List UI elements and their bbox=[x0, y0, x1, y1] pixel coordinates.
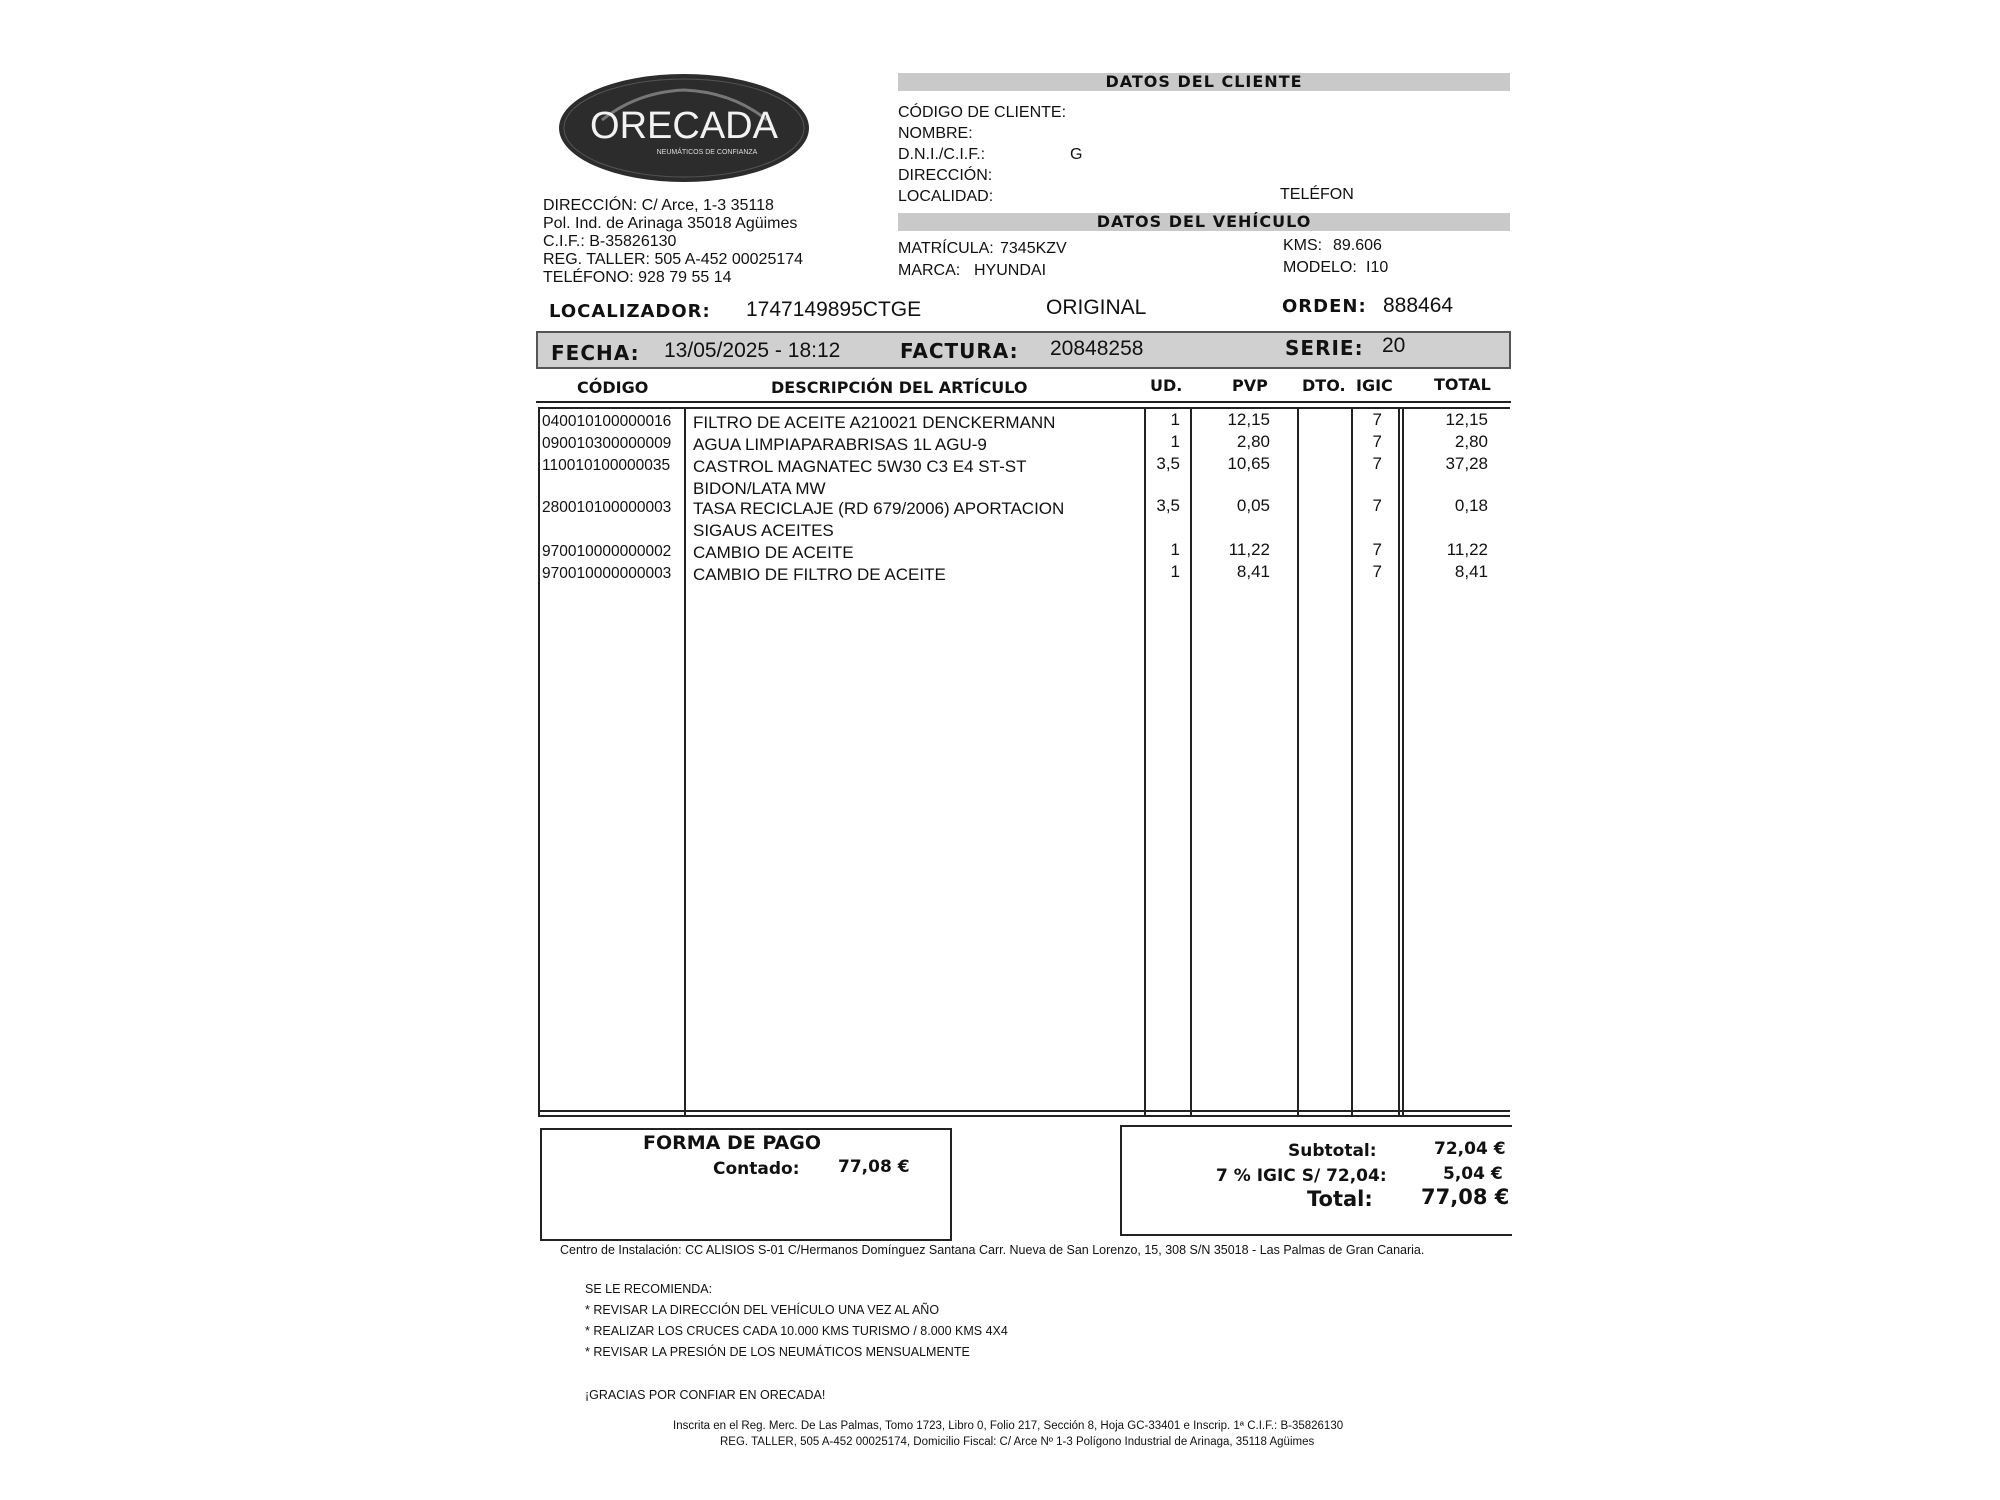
col-header-units: UD. bbox=[1150, 376, 1183, 395]
column-divider bbox=[1190, 407, 1192, 1117]
table-header-divider bbox=[536, 401, 1511, 403]
column-divider bbox=[684, 407, 686, 1117]
logo-text: ORECADA bbox=[590, 105, 778, 147]
installation-center: Centro de Instalación: CC ALISIOS S-01 C/Hermanos Domínguez Santana Carr. Nueva de San Lorenzo, 15, 308 S/N 35018 - Las Palmas de Gran Canaria. bbox=[560, 1243, 1425, 1257]
col-header-price: PVP bbox=[1232, 376, 1268, 395]
item-total: 12,15 bbox=[1445, 410, 1488, 429]
col-header-code: CÓDIGO bbox=[577, 378, 649, 397]
item-tax: 7 bbox=[1372, 540, 1382, 559]
client-phone-label: TELÉFON bbox=[1280, 186, 1354, 203]
item-description: CASTROL MAGNATEC 5W30 C3 E4 ST-ST bbox=[693, 457, 1027, 476]
company-address-line: DIRECCIÓN: C/ Arce, 1-3 35118 bbox=[543, 197, 774, 214]
item-total: 37,28 bbox=[1445, 454, 1488, 473]
vehicle-model-label: MODELO: bbox=[1283, 259, 1357, 276]
series-value: 20 bbox=[1382, 334, 1406, 357]
item-description: CAMBIO DE ACEITE bbox=[693, 543, 854, 562]
client-name-label: NOMBRE: bbox=[898, 125, 973, 142]
item-price: 11,22 bbox=[1228, 540, 1270, 559]
item-tax: 7 bbox=[1372, 410, 1382, 429]
date-value: 13/05/2025 - 18:12 bbox=[664, 339, 841, 362]
item-units: 1 bbox=[1170, 540, 1180, 559]
client-dni-value: G bbox=[1070, 146, 1083, 163]
tax-value: 5,04 € bbox=[1443, 1164, 1503, 1184]
item-description: TASA RECICLAJE (RD 679/2006) APORTACION bbox=[693, 499, 1065, 518]
order-label: ORDEN: bbox=[1282, 296, 1367, 317]
vehicle-kms-label: KMS: bbox=[1283, 237, 1323, 254]
item-units: 3,5 bbox=[1156, 496, 1180, 515]
locator-label: LOCALIZADOR: bbox=[549, 301, 711, 322]
item-code: 090010300000009 bbox=[542, 435, 672, 452]
recommendation-title: SE LE RECOMIENDA: bbox=[585, 1282, 713, 1296]
subtotal-label: Subtotal: bbox=[1288, 1141, 1377, 1161]
item-tax: 7 bbox=[1372, 432, 1382, 451]
item-price: 10,65 bbox=[1227, 454, 1270, 473]
item-code: 110010100000035 bbox=[542, 457, 671, 474]
item-code: 970010000000002 bbox=[542, 543, 672, 560]
company-reg-taller: REG. TALLER: 505 A-452 00025174 bbox=[543, 251, 804, 268]
invoice-label: FACTURA: bbox=[900, 339, 1019, 363]
item-tax: 7 bbox=[1372, 454, 1382, 473]
item-tax: 7 bbox=[1372, 496, 1382, 515]
client-locality-label: LOCALIDAD: bbox=[898, 188, 994, 205]
col-header-tax: IGIC bbox=[1356, 376, 1393, 395]
item-description: AGUA LIMPIAPARABRISAS 1L AGU-9 bbox=[693, 435, 987, 454]
item-total: 0,18 bbox=[1454, 496, 1488, 515]
vehicle-brand-label: MARCA: bbox=[898, 262, 961, 279]
thanks-message: ¡GRACIAS POR CONFIAR EN ORECADA! bbox=[585, 1388, 826, 1402]
vehicle-model: I10 bbox=[1366, 259, 1389, 276]
total-value: 77,08 € bbox=[1421, 1185, 1510, 1209]
subtotal-value: 72,04 € bbox=[1434, 1139, 1506, 1159]
client-code-label: CÓDIGO DE CLIENTE: bbox=[898, 104, 1067, 121]
legal-registration: Inscrita en el Reg. Merc. De Las Palmas, Tomo 1723, Libro 0, Folio 217, Sección 8, Hoja GC-33401 e Inscrip. 1ª C.I.F.: B-35826130 bbox=[673, 1420, 1344, 1432]
item-total: 8,41 bbox=[1454, 562, 1488, 581]
item-units: 3,5 bbox=[1156, 454, 1180, 473]
item-description: CAMBIO DE FILTRO DE ACEITE bbox=[693, 565, 946, 584]
item-description: FILTRO DE ACEITE A210021 DENCKERMANN bbox=[693, 413, 1056, 432]
recommendation-item: * REVISAR LA DIRECCIÓN DEL VEHÍCULO UNA VEZ AL AÑO bbox=[585, 1303, 940, 1317]
column-divider bbox=[1398, 407, 1400, 1117]
logo-tagline: NEUMÁTICOS DE CONFIANZA bbox=[656, 149, 758, 156]
item-description-continued: BIDON/LATA MW bbox=[693, 479, 826, 498]
recommendation-item: * REVISAR LA PRESIÓN DE LOS NEUMÁTICOS MENSUALMENTE bbox=[585, 1345, 970, 1359]
client-dni-label: D.N.I./C.I.F.: bbox=[898, 146, 986, 163]
item-tax: 7 bbox=[1372, 562, 1382, 581]
orecada-logo bbox=[557, 72, 812, 184]
order-value: 888464 bbox=[1383, 294, 1454, 317]
vehicle-section-header: DATOS DEL VEHÍCULO bbox=[898, 213, 1510, 231]
client-section-header: DATOS DEL CLIENTE bbox=[898, 73, 1510, 91]
vehicle-kms: 89.606 bbox=[1333, 237, 1382, 254]
copy-type: ORIGINAL bbox=[1046, 296, 1147, 319]
tax-label: 7 % IGIC S/ 72,04: bbox=[1216, 1166, 1387, 1186]
col-header-discount: DTO. bbox=[1302, 376, 1346, 395]
vehicle-plate: 7345KZV bbox=[1000, 240, 1067, 257]
payment-amount: 77,08 € bbox=[838, 1157, 910, 1177]
company-phone: TELÉFONO: 928 79 55 14 bbox=[543, 269, 732, 286]
recommendation-item: * REALIZAR LOS CRUCES CADA 10.000 KMS TURISMO / 8.000 KMS 4X4 bbox=[585, 1324, 1008, 1338]
vehicle-brand: HYUNDAI bbox=[974, 262, 1047, 279]
item-price: 0,05 bbox=[1236, 496, 1270, 515]
item-price: 8,41 bbox=[1236, 562, 1270, 581]
invoice-value: 20848258 bbox=[1050, 337, 1144, 360]
item-units: 1 bbox=[1170, 432, 1180, 451]
item-price: 2,80 bbox=[1236, 432, 1270, 451]
item-units: 1 bbox=[1170, 562, 1180, 581]
total-label: Total: bbox=[1307, 1187, 1373, 1211]
item-total: 2,80 bbox=[1454, 432, 1488, 451]
column-divider bbox=[1297, 407, 1299, 1117]
column-divider bbox=[1402, 407, 1404, 1117]
item-price: 12,15 bbox=[1227, 410, 1270, 429]
client-address-label: DIRECCIÓN: bbox=[898, 167, 993, 184]
item-code: 970010000000003 bbox=[542, 565, 672, 582]
item-code: 040010100000016 bbox=[542, 413, 672, 430]
company-cif: C.I.F.: B-35826130 bbox=[543, 233, 677, 250]
date-label: FECHA: bbox=[551, 341, 640, 365]
locator-value: 1747149895CTGE bbox=[746, 298, 922, 321]
item-units: 1 bbox=[1170, 410, 1180, 429]
table-bottom-rule bbox=[538, 1110, 1510, 1112]
legal-fiscal-address: REG. TALLER, 505 A-452 00025174, Domicilio Fiscal: C/ Arce Nº 1-3 Polígono Industrial de Arinaga, 35118 Agüimes bbox=[720, 1436, 1315, 1448]
series-label: SERIE: bbox=[1285, 336, 1364, 360]
item-total: 11,22 bbox=[1446, 540, 1488, 559]
vehicle-plate-label: MATRÍCULA: bbox=[898, 240, 994, 257]
col-header-total: TOTAL bbox=[1434, 375, 1491, 394]
col-header-description: DESCRIPCIÓN DEL ARTÍCULO bbox=[771, 378, 1028, 397]
item-code: 280010100000003 bbox=[542, 499, 672, 516]
payment-method-label: Contado: bbox=[713, 1159, 800, 1179]
item-description-continued: SIGAUS ACEITES bbox=[693, 521, 834, 540]
payment-header: FORMA DE PAGO bbox=[643, 1132, 821, 1154]
company-address-line: Pol. Ind. de Arinaga 35018 Agüimes bbox=[543, 215, 798, 232]
